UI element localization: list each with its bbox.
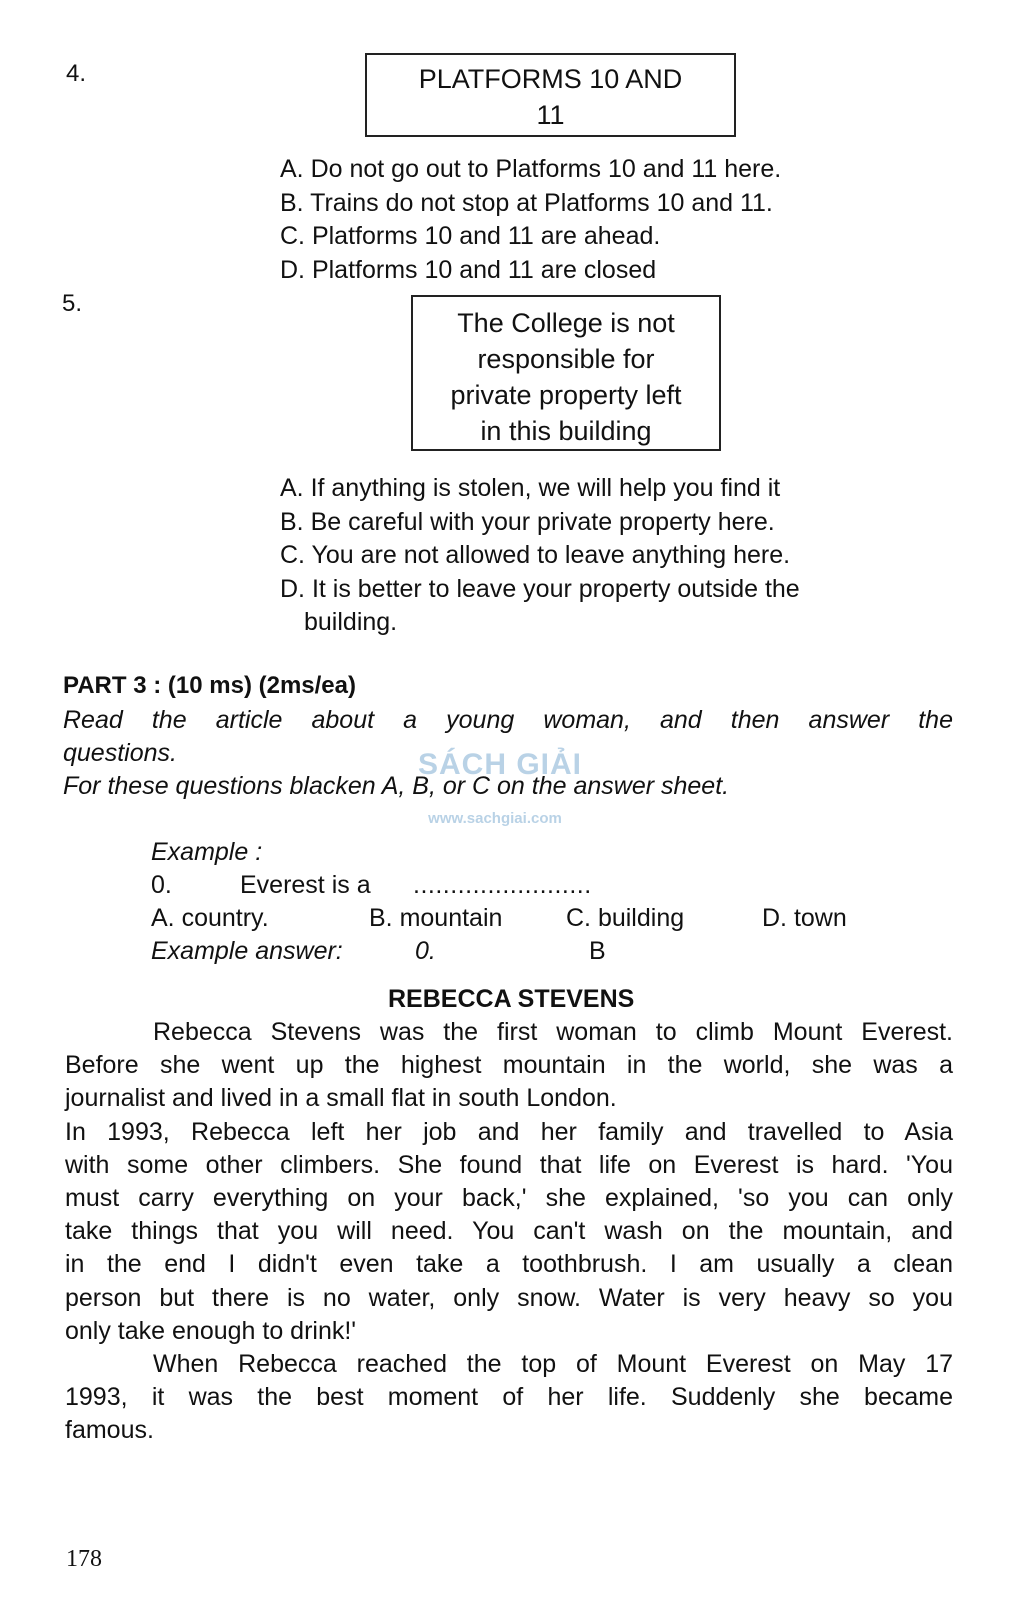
example-answer-label: Example answer: [151, 937, 343, 965]
option-d: D. Platforms 10 and 11 are closed [280, 255, 657, 284]
question-4-number: 4. [66, 60, 87, 87]
instruction-line: Read the article about a young woman, and then answer the [63, 706, 953, 734]
example-answer-number: 0. [415, 937, 436, 965]
article-line: 1993, it was the best moment of her life. Suddenly she became [65, 1383, 953, 1412]
question-5-number: 5. [62, 290, 83, 317]
instruction-line: For these questions blacken A, B, or C on the answer sheet. [63, 772, 730, 800]
notice-line: 11 [536, 100, 565, 130]
option-a: A. If anything is stolen, we will help you find it [280, 474, 781, 502]
example-option-a: A. country. [151, 904, 269, 932]
notice-line: PLATFORMS 10 AND [418, 64, 683, 94]
article-line: journalist and lived in a small flat in south London. [65, 1084, 617, 1113]
article-title: REBECCA STEVENS [388, 985, 635, 1013]
option-b: B. Trains do not stop at Platforms 10 and 11. [280, 188, 773, 217]
article-line: in the end I didn't even take a toothbrush. I am usually a clean [65, 1250, 953, 1279]
notice-line: private property left [450, 380, 682, 410]
example-blank: ........................ [413, 871, 592, 899]
example-answer: B [589, 937, 606, 965]
option-c: C. Platforms 10 and 11 are ahead. [280, 222, 661, 250]
article-line: must carry everything on your back,' she explained, 'so you can only [65, 1184, 953, 1213]
article-line: take things that you will need. You can't wash on the mountain, and [65, 1217, 953, 1246]
example-number: 0. [151, 871, 172, 899]
option-d-continuation: building. [304, 608, 398, 636]
option-d: D. It is better to leave your property outside the [280, 574, 800, 603]
article-line: When Rebecca reached the top of Mount Everest on May 17 [153, 1350, 953, 1379]
notice-line: in this building [480, 416, 652, 446]
article-line: Rebecca Stevens was the first woman to climb Mount Everest. [153, 1018, 953, 1046]
college-notice [411, 295, 721, 451]
example-option-c: C. building [566, 904, 685, 932]
article-line: with some other climbers. She found that life on Everest is hard. 'You [65, 1150, 953, 1179]
question-4-options [280, 153, 781, 287]
option-c: C. You are not allowed to leave anything here. [280, 541, 791, 569]
article-line: person but there is no water, only snow. Water is very heavy so you [65, 1283, 953, 1312]
example-label: Example : [151, 838, 263, 866]
article-line: In 1993, Rebecca left her job and her family and travelled to Asia [65, 1117, 953, 1146]
notice-line: responsible for [477, 344, 655, 374]
article-line: famous. [65, 1416, 154, 1445]
part-3-title: PART 3 : (10 ms) (2ms/ea) [63, 672, 356, 699]
platforms-notice [365, 53, 736, 137]
notice-line: The College is not [457, 308, 675, 338]
instruction-line: questions. [63, 739, 177, 767]
article-line: Before she went up the highest mountain in the world, she was a [65, 1051, 953, 1080]
option-a: A. Do not go out to Platforms 10 and 11 here. [280, 155, 782, 183]
watermark-logo: SÁCH GIẢI [417, 748, 582, 781]
page-number: 178 [66, 1546, 102, 1572]
option-b: B. Be careful with your private property here. [280, 507, 775, 536]
article-line: only take enough to drink!' [65, 1316, 357, 1345]
example-option-d: D. town [762, 904, 847, 932]
question-5-options [280, 472, 800, 640]
example-stem: Everest is a [240, 871, 371, 899]
example-option-b: B. mountain [369, 904, 503, 932]
article-body [65, 1016, 953, 1448]
watermark-url: www.sachgiai.com [428, 810, 562, 827]
